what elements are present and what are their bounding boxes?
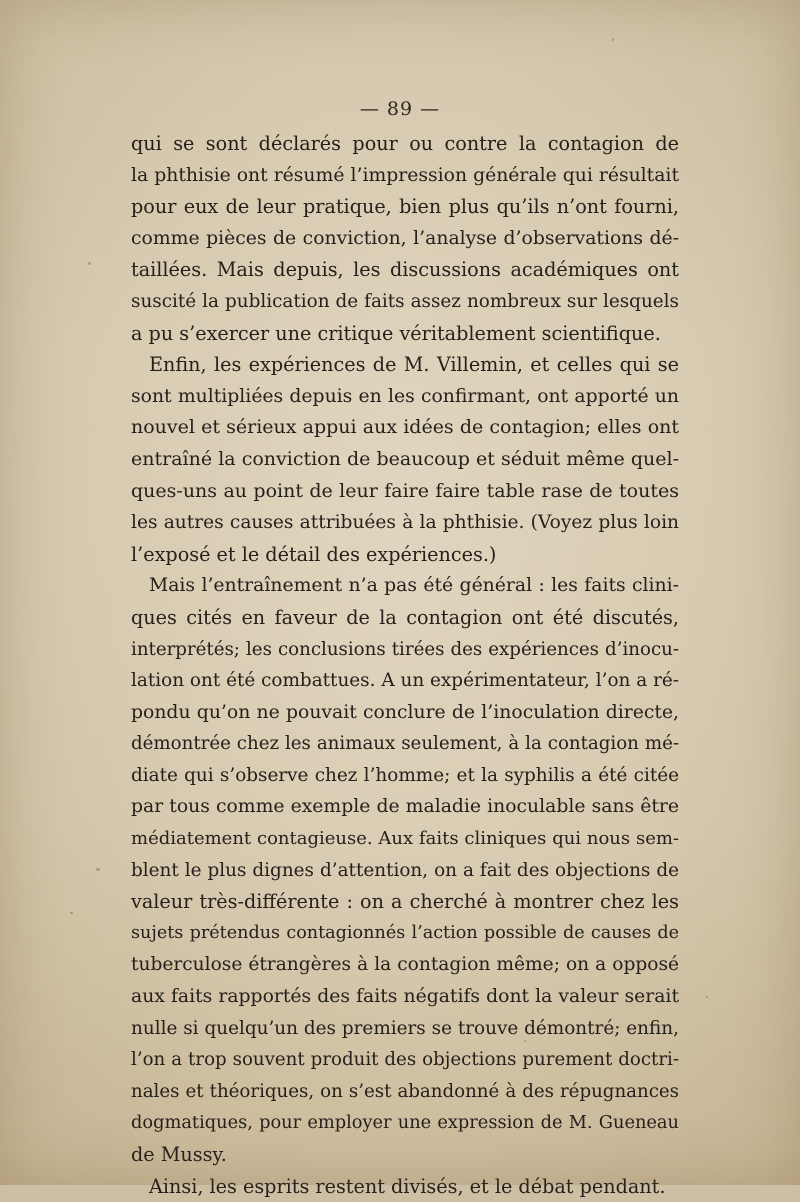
text-line: tuberculose étrangères à la contagion même; on a opposé [131,954,679,976]
text-line: par tous comme exemple de maladie inoculable sans être [131,796,679,818]
text-line: qui se sont déclarés pour ou contre la contagion de [131,132,679,155]
page-number: — 89 — [359,98,441,120]
text-line: a pu s’exercer une critique véritablement scientifique. [131,321,661,345]
text-line: l’on a trop souvent produit des objections purement doctri- [131,1049,679,1071]
text-line: dogmatiques, pour employer une expression de M. Gueneau [131,1112,679,1134]
paper-speck [612,38,614,41]
text-line: Mais l’entraînement n’a pas été général : les faits clini- [149,575,679,597]
text-line: interprétés; les conclusions tirées des expériences d’inocu- [131,638,679,660]
text-line: Enfin, les expériences de M. Villemin, et celles qui se [149,353,679,377]
text-line: de Mussy. [131,1143,227,1166]
text-line: taillées. Mais depuis, les discussions académiques ont [131,258,679,282]
paper-speck [88,262,91,265]
text-line: Ainsi, les esprits restent divisés, et le débat pendant. [149,1174,666,1198]
text-line: lation ont été combattues. A un expérimentateur, l’on a ré- [131,670,679,692]
text-line: sujets prétendus contagionnés l’action possible de causes de [131,922,679,943]
paper-speck [70,912,73,914]
text-line: pondu qu’on ne pouvait conclure de l’inoculation directe, [131,701,679,723]
text-line: sont multipliées depuis en les confirmant, ont apporté un [131,385,679,407]
text-line: la phthisie ont résumé l’impression générale qui résultait [131,164,679,186]
text-line: suscité la publication de faits assez nombreux sur lesquels [131,290,679,312]
paper-speck [524,1040,526,1042]
text-line: les autres causes attribuées à la phthisie. (Voyez plus loin [131,512,679,534]
paper-speck [96,868,100,871]
text-line: médiatement contagieuse. Aux faits cliniques qui nous sem- [131,828,679,850]
text-line: entraîné la conviction de beaucoup et séduit même quel- [131,447,679,470]
text-line: nouvel et sérieux appui aux idées de contagion; elles ont [131,416,679,439]
text-line: aux faits rapportés des faits négatifs dont la valeur serait [131,986,679,1008]
paper-speck [706,996,708,998]
text-line: ques-uns au point de leur faire faire table rase de toutes [131,479,679,502]
text-line: l’exposé et le détail des expériences.) [131,542,497,566]
text-line: blent le plus dignes d’attention, on a fait des objections de [131,859,679,881]
text-line: valeur très-différente : on a cherché à montrer chez les [131,890,679,914]
text-line: ques cités en faveur de la contagion ont été discutés, [131,605,679,629]
text-line: démontrée chez les animaux seulement, à la contagion mé- [131,733,679,755]
text-line: diate qui s’observe chez l’homme; et la syphilis a été citée [131,764,679,786]
text-line: nales et théoriques, on s’est abandonné à des répugnances [131,1080,679,1102]
text-line: pour eux de leur pratique, bien plus qu’ils n’ont fourni, [131,195,679,219]
body-text [131,128,679,1202]
text-line: comme pièces de conviction, l’analyse d’observations dé- [131,227,679,249]
text-line: nulle si quelqu’un des premiers se trouve démontré; enfin, [131,1017,679,1039]
